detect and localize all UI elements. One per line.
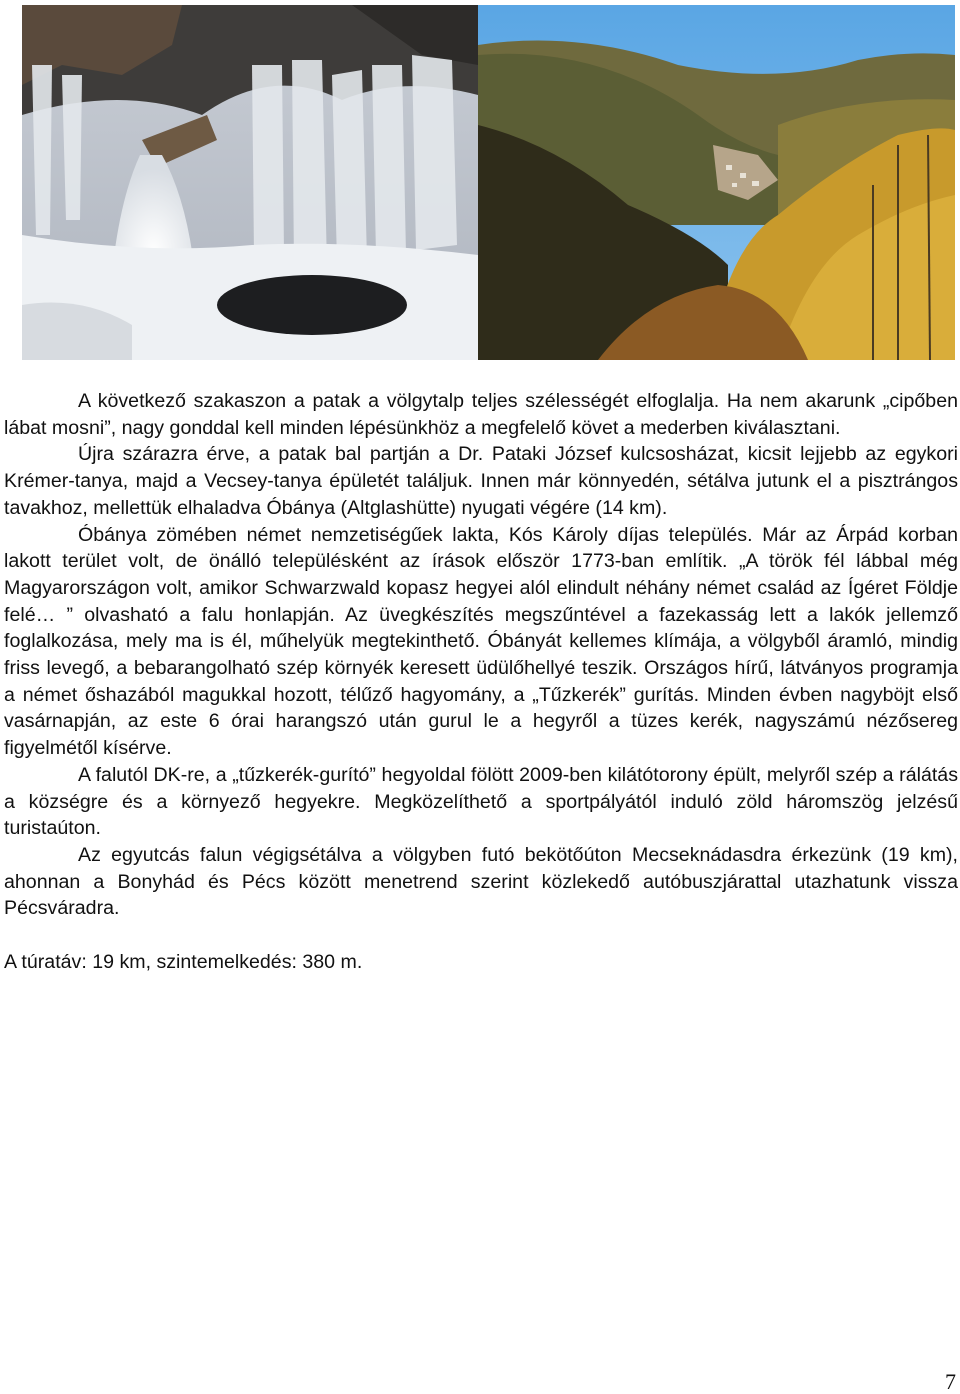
paragraph-lookout-tower: A falutól DK-re, a „tűzkerék-gurító” hegyoldal fölött 2009-ben kilátótorony épült, melyről szép a rálátás a községre és a környező hegyekre. Megközelíthető a sportpályától induló zöld háromszög jelzésű turistaúton. bbox=[4, 763, 958, 840]
paragraph-creek-crossing: A következő szakaszon a patak a völgytalp teljes szélességét elfoglalja. Ha nem akarunk „cipőben lábat mosni”, nagy gonddal kell minden lépésünkhöz a megfelelő követ a mederben kiválasztani. bbox=[4, 390, 958, 439]
paragraph-cottages: Újra szárazra érve, a patak bal partján a Dr. Pataki József kulcsosházat, kicsit lejjebb az egykori Krémer-tanya, majd a Vecsey-tanya épületét találjuk. Innen már könnyedén, sétálva jutunk el a pisztrángos tavakhoz, mellettük elhaladva Óbánya (Altglashütte) nyugati végére (14 km). bbox=[4, 443, 958, 519]
article-text bbox=[4, 388, 958, 975]
paragraph-mecseknadasd: Az egyutcás falun végigsétálva a völgyben futó bekötőúton Mecseknádasdra érkezünk (19 km), ahonnan a Bonyhád és Pécs között menetrend szerint közlekedő autóbuszjárattal utazhatunk vissza Pécsváradra. bbox=[4, 843, 958, 920]
tour-summary: A túratáv: 19 km, szintemelkedés: 380 m. bbox=[4, 950, 363, 973]
paragraph-obanya: Óbánya zömében német nemzetiségűek lakta, Kós Károly díjas település. Már az Árpád korban lakott terület volt, de önálló településként az írások először 1773-ban említik. „A török fél lábbal még Magyarországon volt, amikor Schwarzwald kopasz hegyei alól elindult néhány német család az Ígéret Földje felé… ” olvasható a falu honlapján. Az üvegkészítés megszűntével a fazekasság lett a lakók jellemző foglalkozása, mely ma is él, műhelyük megtekinthető. Óbányát kellemes klímája, a völgyből áramló, mindig friss levegő, a bebarangolható szép környék keresett üdülőhellyé teszik. Országos hírű, látványos programja a német őshazából magukkal hozott, télűző hagyomány, a „Tűzkerék” gurítás. Minden évben nagyböjt első vasárnapján, az este 6 órai harangszó után gurul le a hegyről a tüzes kerék, nagyszámú nézősereg figyelmétől kísérve. bbox=[4, 523, 958, 760]
autumn-valley-photo bbox=[478, 5, 955, 360]
page-number: 7 bbox=[945, 1369, 956, 1394]
frozen-spring-photo bbox=[22, 5, 478, 360]
